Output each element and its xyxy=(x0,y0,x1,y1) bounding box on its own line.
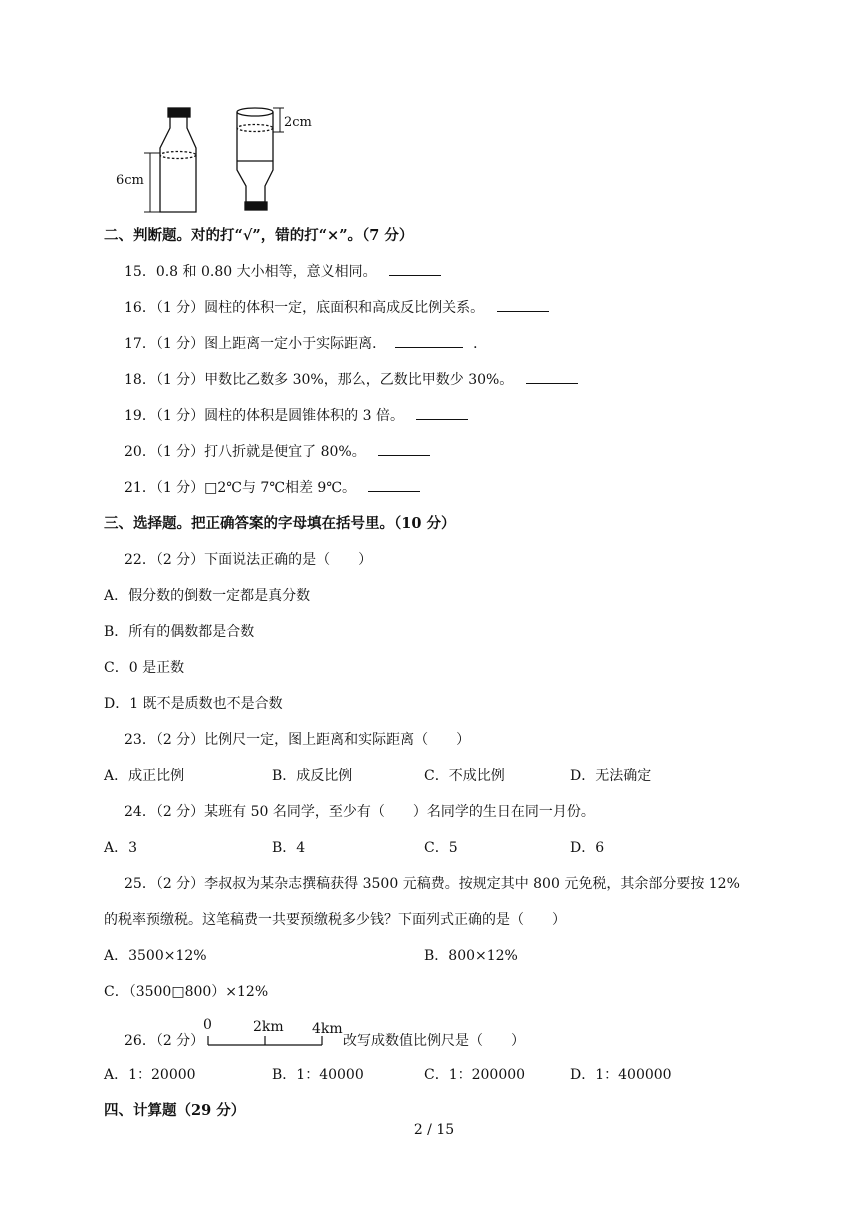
q23-option-c[interactable]: C．不成比例 xyxy=(424,768,505,784)
question-25-stem-line1: 25．（2 分）李叔叔为某杂志撰稿获得 3500 元稿费。按规定其中 800 元免税，其余部分要按 12% xyxy=(124,876,740,892)
section4-title: 四、计算题（29 分） xyxy=(104,1102,246,1119)
question-16 xyxy=(124,299,549,317)
answer-blank[interactable] xyxy=(497,299,549,312)
gap-label: 2cm xyxy=(284,115,312,130)
q26-option-b[interactable]: B．1：40000 xyxy=(272,1067,364,1083)
q24-option-a[interactable]: A．3 xyxy=(104,840,138,856)
answer-blank[interactable] xyxy=(416,407,468,420)
bottle-figure xyxy=(110,100,330,220)
question-text: 21．（1 分）□2℃与 7℃相差 9℃。 xyxy=(124,480,357,496)
q25-option-a[interactable]: A．3500×12% xyxy=(104,948,207,964)
question-text: 20．（1 分）打八折就是便宜了 80%。 xyxy=(124,444,366,460)
question-23-stem: 23．（2 分）比例尺一定，图上距离和实际距离（ ） xyxy=(124,732,471,748)
q25-option-c[interactable]: C．（3500□800）×12% xyxy=(104,984,269,1000)
question-21 xyxy=(124,479,420,497)
q26-option-a[interactable]: A．1：20000 xyxy=(104,1067,196,1083)
question-25-stem-line2: 的税率预缴税。这笔稿费一共要预缴税多少钱？下面列式正确的是（ ） xyxy=(104,912,566,928)
q22-option-d[interactable]: D．1 既不是质数也不是合数 xyxy=(104,696,283,712)
inverted-bottle xyxy=(237,108,284,210)
q22-option-c[interactable]: C．0 是正数 xyxy=(104,660,185,676)
answer-blank[interactable] xyxy=(378,443,430,456)
question-text: 17．（1 分）图上距离一定小于实际距离． xyxy=(124,336,387,352)
q24-option-d[interactable]: D．6 xyxy=(570,840,605,856)
scale-label-2km: 2km xyxy=(253,1019,284,1035)
q23-option-b[interactable]: B．成反比例 xyxy=(272,768,353,784)
q22-option-b[interactable]: B．所有的偶数都是合数 xyxy=(104,624,255,640)
section2-title: 二、判断题。对的打“√”，错的打“×”。（7 分） xyxy=(104,227,414,244)
question-18 xyxy=(124,371,578,389)
answer-blank[interactable] xyxy=(526,371,578,384)
question-17 xyxy=(124,335,487,353)
answer-blank[interactable] xyxy=(389,263,441,276)
question-text: 16．（1 分）圆柱的体积一定，底面积和高成反比例关系。 xyxy=(124,300,485,316)
question-19 xyxy=(124,407,468,425)
q26-option-d[interactable]: D．1：400000 xyxy=(570,1067,672,1083)
q23-option-a[interactable]: A．成正比例 xyxy=(104,768,185,784)
scale-label-4km: 4km xyxy=(312,1021,343,1037)
q24-option-c[interactable]: C．5 xyxy=(424,840,458,856)
question-26-suffix: 改写成数值比例尺是（ ） xyxy=(343,1033,525,1049)
section3-title: 三、选择题。把正确答案的字母填在括号里。（10 分） xyxy=(104,515,456,532)
answer-blank[interactable] xyxy=(395,335,463,348)
scale-bar xyxy=(198,1012,348,1052)
question-text: 18．（1 分）甲数比乙数多 30%，那么，乙数比甲数少 30%。 xyxy=(124,372,514,388)
question-20 xyxy=(124,443,430,461)
question-26-prefix: 26．（2 分） xyxy=(124,1033,205,1049)
question-text: 15．0.8 和 0.80 大小相等，意义相同。 xyxy=(124,264,377,280)
q23-option-d[interactable]: D．无法确定 xyxy=(570,768,652,784)
scale-label-0: 0 xyxy=(203,1017,212,1033)
height-label: 6cm xyxy=(116,173,144,188)
question-text: 19．（1 分）圆柱的体积是圆锥体积的 3 倍。 xyxy=(124,408,404,424)
q26-option-c[interactable]: C．1：200000 xyxy=(424,1067,526,1083)
q25-option-b[interactable]: B．800×12% xyxy=(424,948,518,964)
question-suffix: ． xyxy=(473,336,488,352)
upright-bottle xyxy=(144,108,196,212)
question-15 xyxy=(124,263,441,281)
page-number: 2 / 15 xyxy=(413,1122,455,1138)
q22-option-a[interactable]: A．假分数的倒数一定都是真分数 xyxy=(104,588,311,604)
answer-blank[interactable] xyxy=(368,479,420,492)
q24-option-b[interactable]: B．4 xyxy=(272,840,306,856)
question-24-stem: 24．（2 分）某班有 50 名同学，至少有（ ）名同学的生日在同一月份。 xyxy=(124,804,595,820)
question-22-stem: 22．（2 分）下面说法正确的是（ ） xyxy=(124,552,373,568)
